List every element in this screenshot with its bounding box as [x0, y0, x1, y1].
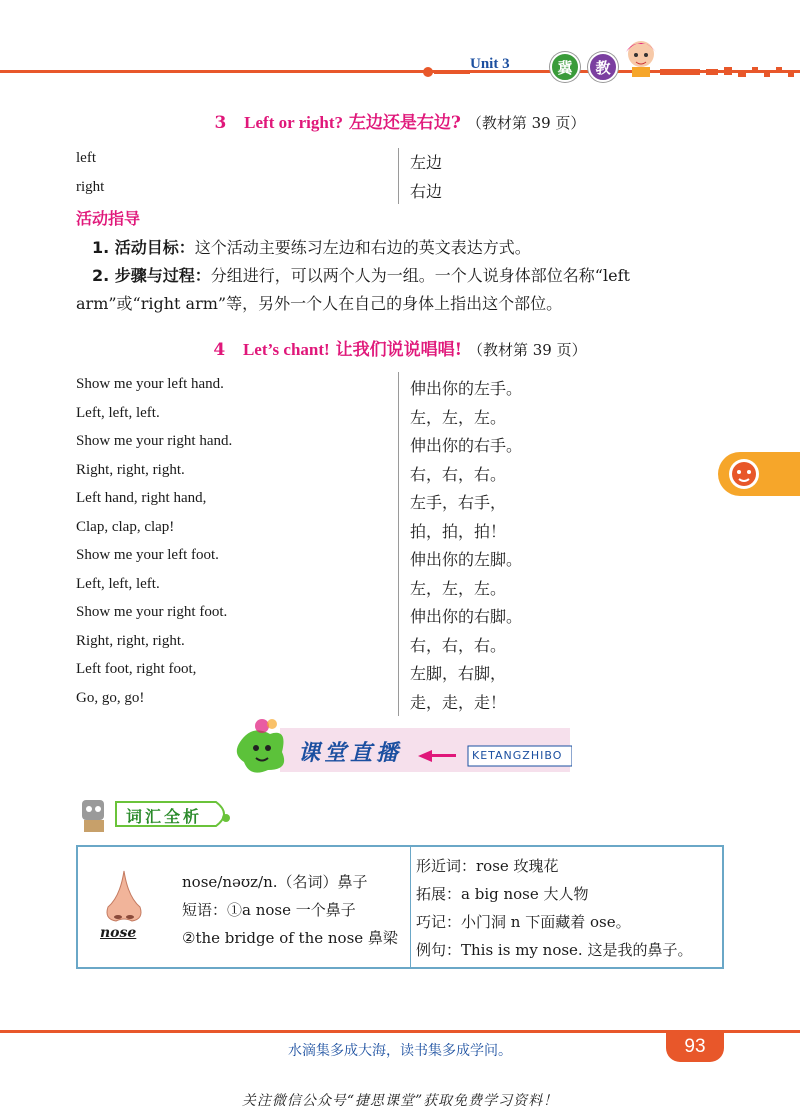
- chant-line-zh: 右，右，右。: [410, 636, 507, 655]
- chant-line-zh: 左脚，右脚，: [410, 664, 507, 683]
- vocab-memory-tip: 巧记：小门洞 n 下面藏着 ose。: [416, 913, 631, 931]
- vocab-row-zh: 左边: [410, 153, 443, 172]
- vocab-phrase-1: 短语：①a nose 一个鼻子: [182, 901, 356, 919]
- chant-line-zh: 伸出你的左脚。: [410, 550, 523, 569]
- activity-goal: [76, 234, 736, 262]
- banner-subtitle: KETANGZHIBO: [472, 749, 563, 762]
- badge-jiao: 教: [588, 52, 618, 82]
- section-4-divider: [398, 372, 399, 716]
- chant-line-zh: 左，左，左。: [410, 579, 507, 598]
- chant-line-en: Go, go, go!: [76, 690, 145, 706]
- chant-line-en: Clap, clap, clap!: [76, 519, 175, 535]
- mascot-face-icon: [718, 452, 800, 496]
- vocab-row-zh: 右边: [410, 182, 443, 201]
- vocab-extension: 拓展：a big nose 大人物: [416, 885, 589, 903]
- chant-line-en: Left, left, left.: [76, 576, 160, 592]
- activity-steps-label: 2. 步骤与过程：: [92, 266, 211, 285]
- unit-label: Unit 3: [470, 56, 510, 72]
- chant-line-en: Show me your left hand.: [76, 376, 224, 392]
- section-3-title-zh: 左边还是右边?: [348, 113, 461, 133]
- chant-line-zh: 走，走，走！: [410, 693, 507, 712]
- section-4-page-ref: （教材第 39 页）: [468, 341, 587, 359]
- vocab-box-divider: [410, 847, 411, 967]
- mascot-girl-icon: [618, 34, 664, 84]
- chant-line-en: Right, right, right.: [76, 633, 185, 649]
- chant-line-zh: 左，左，左。: [410, 408, 507, 427]
- chant-line-zh: 拍，拍，拍！: [410, 522, 507, 541]
- section-3-title-en: Left or right?: [244, 113, 343, 132]
- activity-guide-heading: 活动指导: [76, 209, 141, 228]
- chant-line-en: Show me your right foot.: [76, 604, 228, 620]
- section-3-number: 3: [214, 113, 227, 133]
- vocab-headword: nose/nəʊz/n.（名词）鼻子: [182, 873, 368, 891]
- activity-goal-text: 这个活动主要练习左边和右边的英文表达方式。: [194, 238, 531, 257]
- badge-ji: 冀: [550, 52, 580, 82]
- chant-line-en: Right, right, right.: [76, 462, 185, 478]
- header-decoration-right: [660, 64, 800, 78]
- chant-line-en: Left, left, left.: [76, 405, 160, 421]
- activity-steps-text: 分组进行，可以两个人为一组。一个人说身体部位名称“left arm”或“right arm”等，另外一个人在自己的身体上指出这个部位。: [76, 266, 630, 313]
- chant-line-zh: 右，右，右。: [410, 465, 507, 484]
- classroom-banner: [232, 718, 572, 780]
- footer-note: 关注微信公众号“捷思课堂”获取免费学习资料！: [241, 1093, 559, 1109]
- chant-line-en: Show me your left foot.: [76, 547, 219, 563]
- green-mascot-icon: [237, 730, 284, 772]
- vocab-phrase-2: ②the bridge of the nose 鼻梁: [182, 929, 398, 947]
- chant-line-en: Show me your right hand.: [76, 433, 233, 449]
- chant-line-zh: 伸出你的右脚。: [410, 607, 523, 626]
- chant-line-zh: 左手，右手，: [410, 493, 507, 512]
- section-4-number: 4: [213, 340, 226, 360]
- section-3-title: [0, 108, 800, 133]
- side-tab: [718, 452, 800, 496]
- section-4-title-zh: 让我们说说唱唱!: [335, 340, 463, 360]
- section-3-divider: [398, 148, 399, 204]
- robot-icon: [82, 800, 104, 832]
- banner-title: 课堂直播: [298, 741, 403, 766]
- vocab-ribbon-label: 词汇全析: [126, 807, 203, 826]
- vocab-ribbon: [76, 792, 236, 836]
- vocab-row-en: right: [76, 179, 105, 195]
- section-3-page-ref: （教材第 39 页）: [466, 114, 586, 132]
- chant-line-zh: 伸出你的左手。: [410, 379, 523, 398]
- vocab-box: [76, 845, 724, 969]
- page-number: 93: [666, 1032, 724, 1062]
- section-4-title: [0, 335, 800, 360]
- chant-line-en: Left foot, right foot,: [76, 661, 197, 677]
- vocab-row-en: left: [76, 150, 96, 166]
- chant-line-zh: 伸出你的右手。: [410, 436, 523, 455]
- chant-line-en: Left hand, right hand,: [76, 490, 207, 506]
- activity-steps: [76, 262, 736, 318]
- activity-goal-label: 1. 活动目标：: [92, 238, 195, 257]
- section-4-title-en: Let’s chant!: [242, 340, 330, 359]
- vocab-similar-word: 形近词：rose 玫瑰花: [416, 857, 559, 875]
- footer-quote: 水滴集多成大海，读书集多成学问。: [288, 1043, 512, 1059]
- nose-word-label: nose: [100, 925, 137, 941]
- vocab-example: 例句：This is my nose. 这是我的鼻子。: [416, 941, 693, 959]
